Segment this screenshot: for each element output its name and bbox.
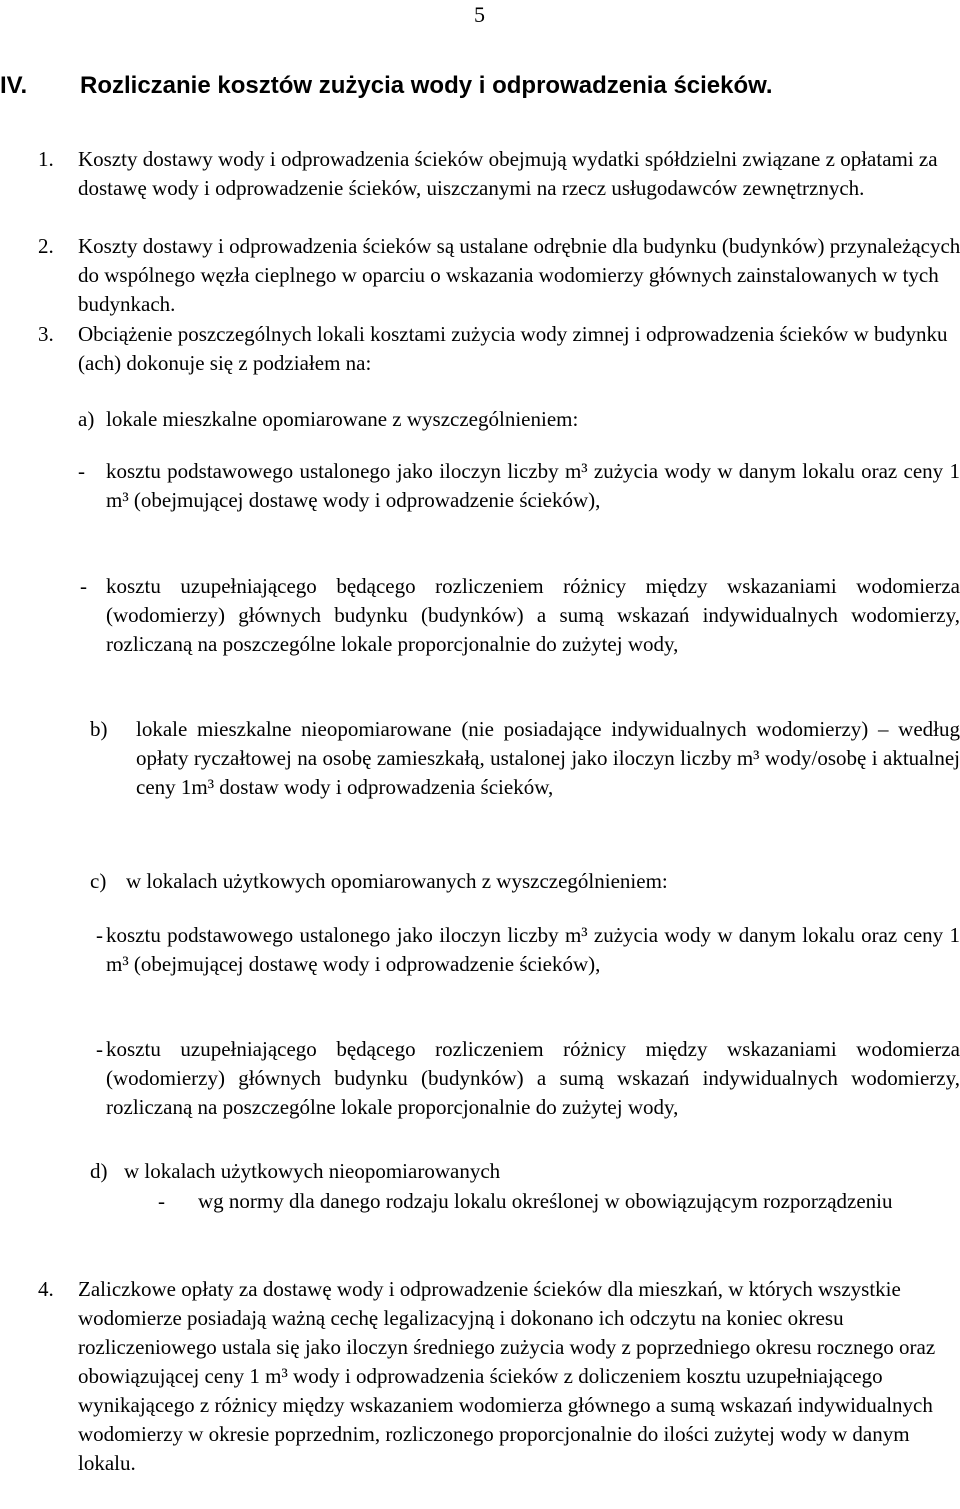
item-text: kosztu uzupełniającego będącego rozliczeniem różnicy między wskazaniami wodomierza (wodomierzy) głównych budynku (budynków) a sumą wskazań indywidualnych wodomierzy, rozliczaną na poszczególne lokale proporcjonalnie do zużytej wody,	[106, 1037, 960, 1119]
dash: -	[78, 459, 85, 483]
item-text: kosztu uzupełniającego będącego rozliczeniem różnicy między wskazaniami wodomierza (wodomierzy) głównych budynku (budynków) a sumą wskazań indywidualnych wodomierzy, rozliczaną na poszczególne lokale proporcjonalnie do zużytej wody,	[106, 574, 960, 656]
sub-text: lokale mieszkalne nieopomiarowane (nie posiadające indywidualnych wodomierzy) – według opłaty ryczałtowej na osobę zamieszkałą, ustalonej jako iloczyn liczby m³ wody/osobę i aktualnej ceny 1m³ dostaw wody i odprowadzenia ścieków,	[136, 717, 960, 799]
point-1	[38, 145, 960, 203]
point-text: Koszty dostawy wody i odprowadzenia ścieków obejmują wydatki spółdzielni związane z opłatami za dostawę wody i odprowadzenie ścieków, uiszczanymi na rzecz usługodawców zewnętrznych.	[78, 147, 938, 200]
point-number: 1.	[38, 147, 54, 171]
sub-a-item-2	[80, 572, 960, 659]
sub-marker: c)	[90, 869, 107, 893]
point-text: Obciążenie poszczególnych lokali kosztami zużycia wody zimnej i odprowadzenia ścieków w budynku (ach) dokonuje się z podziałem na:	[78, 322, 948, 375]
point-text: Zaliczkowe opłaty za dostawę wody i odprowadzenie ścieków dla mieszkań, w których wszystkie wodomierze posiadają ważną cechę legalizacyjną i dokonano ich odczytu na koniec okresu rozliczeniowego ustala się jako iloczyn średniego zużycia wody z poprzedniego okresu rocznego oraz obowiązującej ceny 1 m³ wody i odprowadzenia ścieków z doliczeniem kosztu uzupełniającego wynikającego z różnicy między wskazaniem wodomierza głównego a sumą wskazań indywidualnych wodomierzy w okresie poprzednim, rozliczonego proporcjonalnie do ilości zużytej wody w danym lokalu.	[78, 1277, 936, 1475]
item-text: kosztu podstawowego ustalonego jako iloczyn liczby m³ zużycia wody w danym lokalu oraz ceny 1 m³ (obejmującej dostawę wody i odprowadzenie ścieków),	[106, 459, 960, 512]
page-number: 5	[474, 2, 485, 27]
sub-c-item-2	[96, 1035, 960, 1122]
sub-marker: a)	[78, 407, 95, 431]
sub-d-item-1	[158, 1187, 898, 1216]
sub-d	[90, 1157, 944, 1186]
point-2	[38, 232, 960, 319]
sub-text: lokale mieszkalne opomiarowane z wyszczególnieniem:	[106, 407, 579, 431]
point-number: 3.	[38, 322, 54, 346]
dash: -	[158, 1189, 165, 1213]
point-number: 2.	[38, 234, 54, 258]
item-text: wg normy dla danego rodzaju lokalu określonej w obowiązującym rozporządzeniu	[198, 1189, 893, 1213]
point-4	[38, 1275, 948, 1478]
section-number: IV.	[0, 72, 28, 99]
section-title-text: Rozliczanie kosztów zużycia wody i odprowadzenia ścieków.	[80, 72, 773, 99]
item-text: kosztu podstawowego ustalonego jako iloczyn liczby m³ zużycia wody w danym lokalu oraz ceny 1 m³ (obejmującej dostawę wody i odprowadzenie ścieków),	[106, 923, 960, 976]
sub-marker: b)	[90, 717, 108, 741]
point-3	[38, 320, 960, 378]
sub-text: w lokalach użytkowych opomiarowanych z wyszczególnieniem:	[126, 869, 668, 893]
sub-a-item-1	[78, 457, 960, 515]
point-text: Koszty dostawy i odprowadzenia ścieków są ustalane odrębnie dla budynku (budynków) przynależących do wspólnego węzła cieplnego w oparciu o wskazania wodomierzy głównych zainstalowanych w tych budynkach.	[78, 234, 960, 316]
sub-c-item-1	[96, 921, 960, 979]
point-number: 4.	[38, 1277, 54, 1301]
sub-text: w lokalach użytkowych nieopomiarowanych	[124, 1159, 501, 1183]
sub-c	[90, 867, 946, 896]
sub-b	[90, 715, 960, 802]
dash: -	[80, 574, 87, 598]
dash: -	[96, 1037, 103, 1061]
sub-a	[78, 405, 926, 434]
dash: -	[96, 923, 103, 947]
sub-marker: d)	[90, 1159, 108, 1183]
